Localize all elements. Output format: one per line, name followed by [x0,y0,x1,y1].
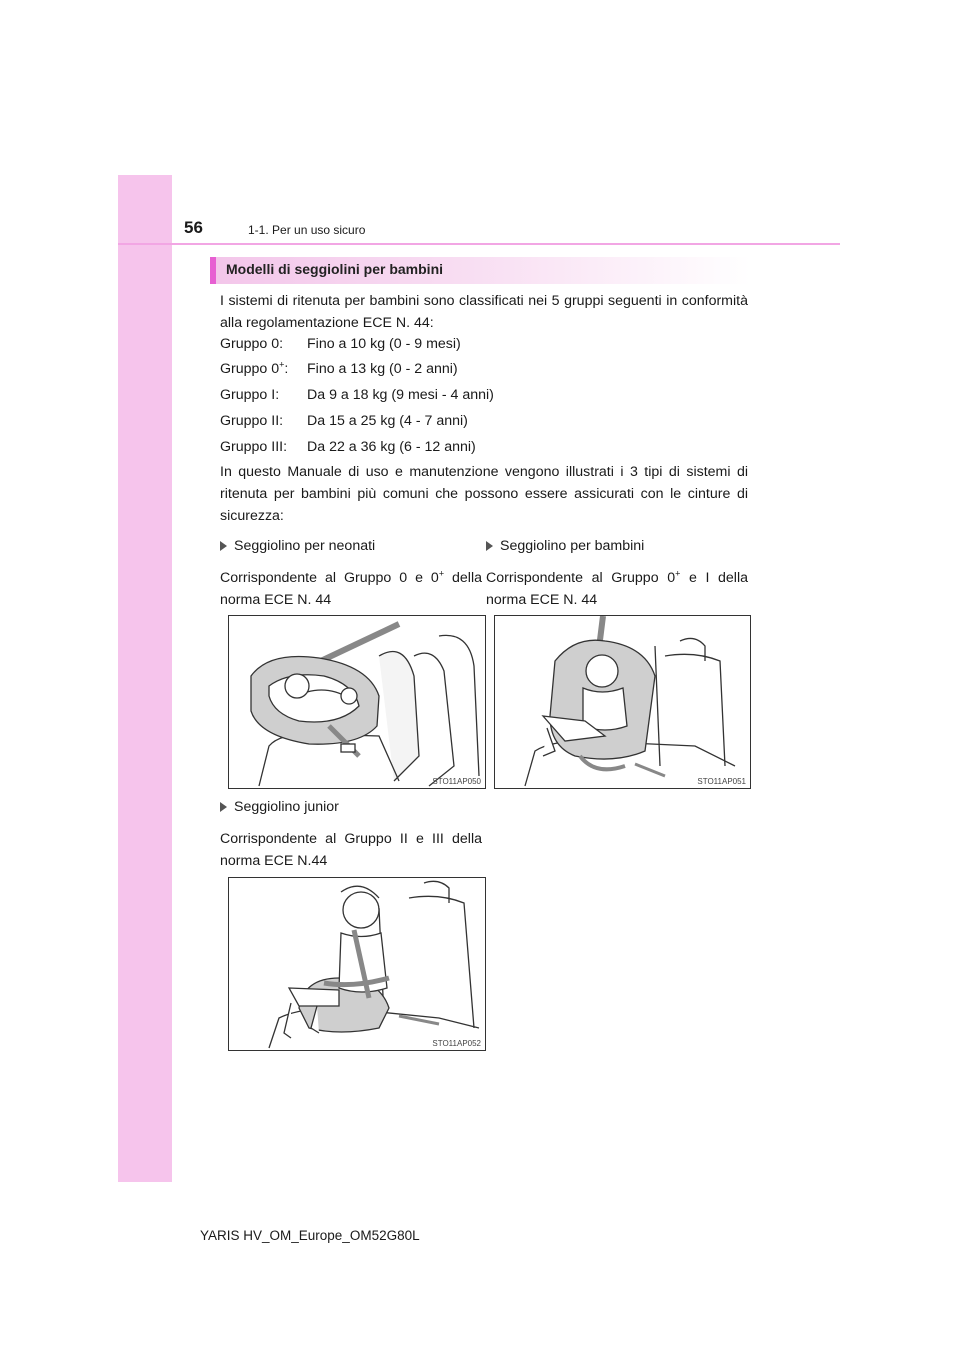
group-row [220,358,458,380]
intro-paragraph: I sistemi di ritenuta per bambini sono classificati nei 5 gruppi seguenti in conformità alla regolamentazione ECE N. 44: [220,293,748,331]
figure-code: STO11AP051 [697,777,746,786]
closing-paragraph: In questo Manuale di uso e manutenzione vengono illustrati i 3 tipi di sistemi di ritenuta per bambini più comuni che possono essere assicurati con le cinture di sicurezza: [220,464,748,524]
triangle-bullet-icon [220,802,227,812]
group-row [220,410,468,432]
seat-type-infant [220,535,482,611]
header-section-title: 1-1. Per un uso sicuro [248,223,366,237]
infant-seat-illustration [229,616,485,788]
junior-seat-illustration [229,878,485,1050]
group-desc: Da 15 a 25 kg (4 - 7 anni) [307,413,468,429]
figure-code: STO11AP050 [432,777,481,786]
group-label: Gruppo I: [220,387,280,403]
triangle-bullet-icon [220,541,227,551]
group-label: Gruppo 0+: [220,359,289,377]
child-seat-illustration [495,616,750,788]
group-label: Gruppo III: [220,439,288,455]
chapter-sidebar-tab [118,175,172,1182]
group-row [220,333,461,355]
seat-type-title: Seggiolino junior [220,796,482,818]
figure-infant-seat [228,615,486,789]
seat-type-title: Seggiolino per neonati [220,535,482,557]
group-label: Gruppo 0: [220,336,284,352]
section-heading-text: Modelli di seggiolini per bambini [226,261,444,277]
figure-child-seat [494,615,751,789]
figure-junior-seat [228,877,486,1051]
group-desc: Da 22 a 36 kg (6 - 12 anni) [307,439,476,455]
seat-type-desc: Corrispondente al Gruppo 0 e 0+ della norma ECE N. 44 [220,568,483,608]
triangle-bullet-icon [486,541,493,551]
group-label: Gruppo II: [220,413,284,429]
header-rule [118,243,840,245]
group-desc: Fino a 13 kg (0 - 2 anni) [307,361,458,377]
seat-type-child [486,535,748,611]
group-row [220,436,476,458]
seat-type-desc: Corrispondente al Gruppo II e III della norma ECE N.44 [220,831,482,869]
footer-document-id: YARIS HV_OM_Europe_OM52G80L [200,1228,420,1243]
section-heading [210,257,750,284]
figure-code: STO11AP052 [432,1039,481,1048]
seat-type-desc: Corrispondente al Gruppo 0+ e I della norma ECE N. 44 [486,568,748,608]
group-desc: Fino a 10 kg (0 - 9 mesi) [307,336,461,352]
group-row [220,384,494,406]
page-number: 56 [184,218,203,237]
group-desc: Da 9 a 18 kg (9 mesi - 4 anni) [307,387,494,403]
seat-type-title: Seggiolino per bambini [486,535,748,557]
seat-type-junior [220,796,482,872]
